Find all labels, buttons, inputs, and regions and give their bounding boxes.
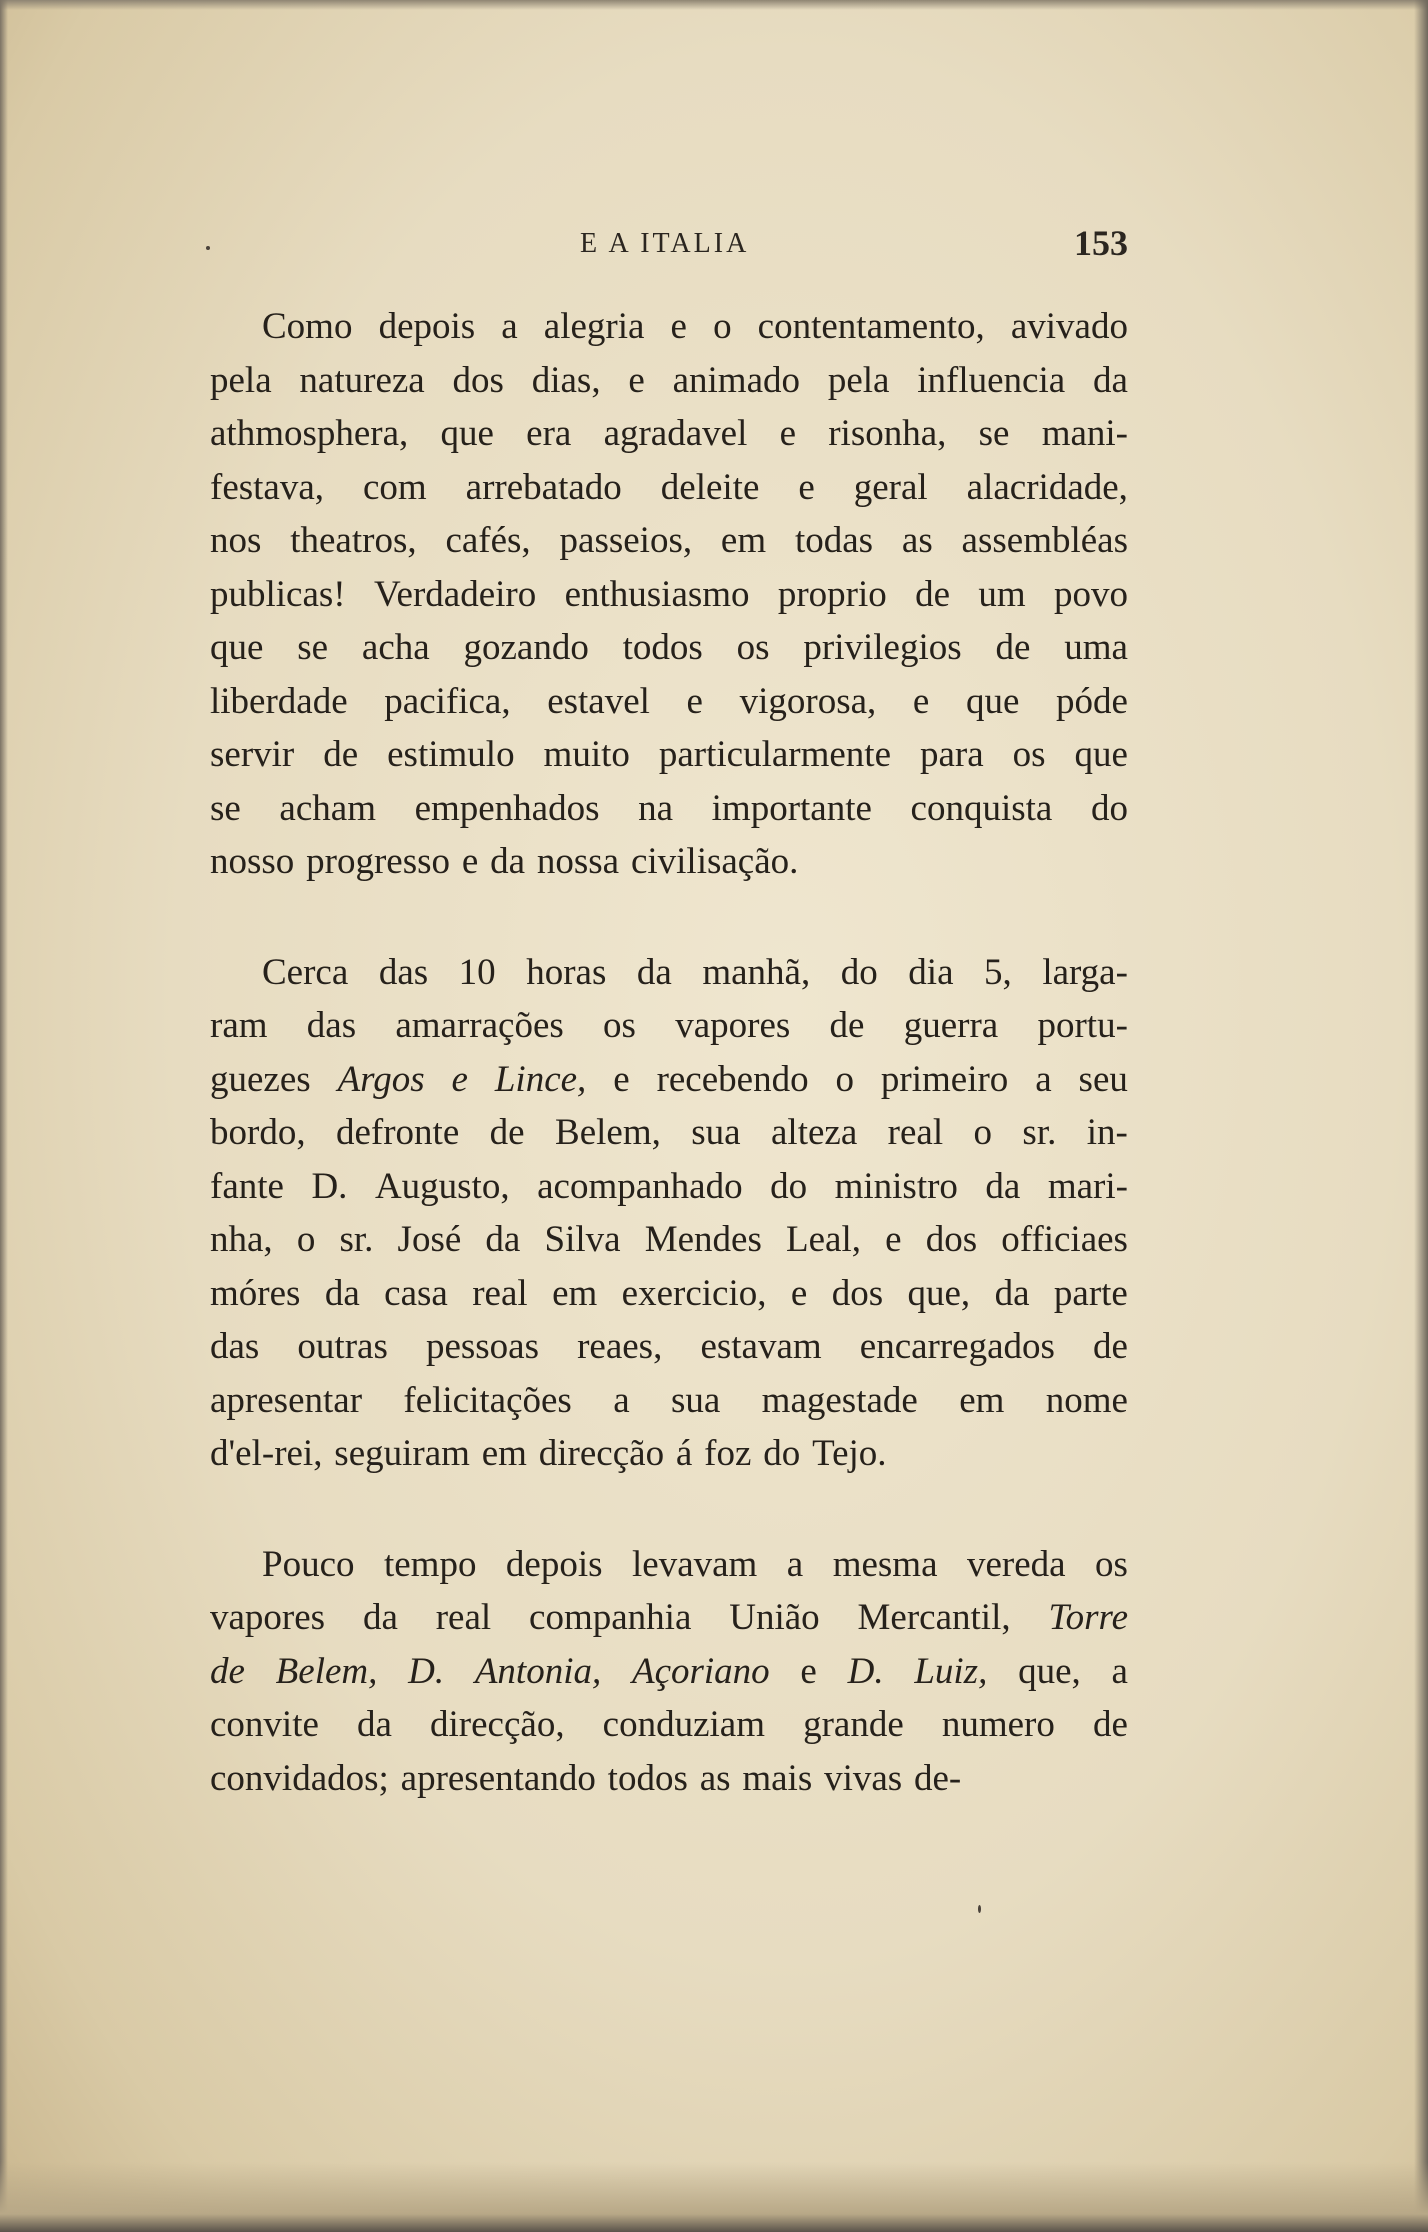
word: pela	[210, 359, 272, 401]
word: publicas!	[210, 573, 346, 615]
word: se	[210, 787, 241, 829]
word: da	[490, 841, 526, 882]
word: em	[481, 1433, 527, 1474]
word: vivas	[824, 1757, 903, 1799]
word: e	[800, 1650, 817, 1692]
word: dos	[452, 359, 504, 401]
word: uma	[1064, 627, 1128, 668]
word: de	[1093, 1326, 1128, 1367]
word: natureza	[299, 359, 425, 401]
text-line	[210, 835, 1128, 889]
word: Pouco	[262, 1543, 355, 1585]
word: em	[959, 1379, 1005, 1421]
word: tempo	[383, 1543, 477, 1585]
word: liberdade	[210, 680, 348, 722]
word: conquista	[910, 787, 1053, 829]
word: as	[699, 1757, 731, 1799]
text-line	[210, 1053, 1128, 1107]
word: de	[1092, 1704, 1128, 1745]
word: primeiro	[880, 1058, 1009, 1100]
word: o	[713, 306, 732, 347]
word: Luiz,	[914, 1650, 988, 1692]
text-line	[210, 354, 1128, 408]
word: avivado	[1010, 306, 1128, 347]
word: felicitações	[403, 1379, 572, 1421]
word: os	[603, 1005, 636, 1046]
word: 5,	[984, 951, 1012, 993]
word: do	[1090, 787, 1128, 829]
word: real	[472, 1272, 528, 1314]
word: D.	[408, 1650, 445, 1692]
word: Como	[262, 306, 353, 347]
word: casa	[384, 1272, 448, 1314]
word: das	[306, 1005, 357, 1046]
word: pacifica,	[384, 680, 511, 722]
word: e	[613, 1058, 630, 1100]
page-header	[210, 222, 1128, 266]
word: deleite	[660, 466, 760, 508]
word: real	[435, 1597, 492, 1638]
text-line	[210, 1160, 1128, 1214]
word: festava,	[210, 466, 325, 508]
word: da	[362, 1597, 398, 1638]
word: móres	[210, 1272, 301, 1314]
word: Verdadeiro	[373, 573, 537, 615]
word: sr.	[339, 1219, 374, 1260]
word: enthusiasmo	[564, 573, 750, 615]
word: em	[720, 520, 767, 561]
word: vapores	[210, 1597, 326, 1638]
word: companhia	[529, 1597, 692, 1638]
word: Mercantil,	[857, 1597, 1011, 1638]
word: e	[885, 1219, 902, 1260]
word: sr.	[1022, 1112, 1057, 1153]
word: que	[440, 413, 494, 454]
word: arrebatado	[465, 466, 622, 508]
word: reaes,	[577, 1326, 663, 1367]
text-line	[210, 1591, 1128, 1645]
word: 10	[458, 951, 496, 993]
word: a	[613, 1379, 630, 1421]
word: geral	[853, 466, 928, 508]
word: sua	[670, 1379, 721, 1421]
word: de	[210, 1650, 245, 1692]
text-line	[210, 999, 1128, 1053]
word: e	[779, 413, 797, 454]
word: progresso	[306, 841, 451, 882]
paragraph	[210, 946, 1128, 1481]
text-line	[210, 568, 1128, 622]
word: da	[636, 951, 672, 993]
word: do	[763, 1433, 801, 1474]
word: bordo,	[210, 1112, 306, 1153]
word: sua	[691, 1112, 741, 1153]
word: de	[489, 1112, 525, 1153]
word: era	[526, 413, 572, 454]
word: e	[912, 680, 930, 722]
word: mari-	[1047, 1165, 1128, 1207]
word: Argos	[337, 1058, 425, 1100]
body-text	[210, 300, 1128, 1862]
word: proprio	[777, 573, 887, 615]
word: seu	[1078, 1058, 1128, 1100]
word: para	[919, 734, 984, 775]
word: da	[994, 1272, 1030, 1314]
word: e	[790, 1272, 808, 1314]
word: os	[1095, 1543, 1128, 1585]
word: as	[901, 520, 933, 561]
word: á	[675, 1433, 693, 1474]
word: todas	[794, 520, 874, 561]
word: apresentando	[400, 1757, 596, 1799]
word: vigorosa,	[739, 680, 877, 722]
page-top-edge	[0, 0, 1428, 10]
word: in-	[1086, 1112, 1128, 1153]
word: fante	[210, 1165, 284, 1207]
word: manhã,	[702, 951, 811, 993]
word: e	[670, 306, 687, 347]
word: do	[770, 1165, 808, 1207]
word: influencia	[917, 359, 1066, 401]
page-right-edge	[1414, 0, 1428, 2232]
word: estavam	[700, 1326, 822, 1367]
page-number: 153	[1074, 223, 1128, 263]
word: da	[985, 1165, 1021, 1207]
word: dos	[925, 1219, 978, 1260]
word: direcção	[538, 1433, 665, 1474]
word: risonha,	[828, 413, 947, 454]
word: muito	[543, 734, 630, 775]
word: estimulo	[387, 734, 515, 775]
word: guerra	[903, 1005, 999, 1046]
word: pela	[827, 359, 890, 401]
word: servir	[210, 734, 295, 775]
word: vereda	[966, 1543, 1066, 1585]
word: o	[973, 1112, 993, 1153]
page-bottom-edge	[0, 2162, 1428, 2232]
word: Mendes	[644, 1219, 762, 1260]
word: mani-	[1041, 413, 1128, 454]
word: e	[686, 680, 703, 722]
word: se	[297, 627, 329, 668]
text-line	[210, 1213, 1128, 1267]
word: a	[501, 306, 518, 347]
word: assembléas	[961, 520, 1128, 561]
word: mais	[742, 1757, 813, 1799]
text-line	[210, 946, 1128, 1000]
word: acompanhado	[537, 1165, 743, 1207]
word: os	[736, 627, 770, 668]
word: portu-	[1037, 1005, 1128, 1046]
word: Torre	[1048, 1597, 1128, 1638]
word: grande	[803, 1704, 904, 1745]
word: de-	[914, 1757, 962, 1799]
text-line	[210, 1645, 1128, 1699]
text-line	[210, 1106, 1128, 1160]
word: um	[978, 573, 1026, 615]
paragraph	[210, 300, 1128, 889]
text-line	[210, 1320, 1128, 1374]
word: que	[1074, 734, 1128, 775]
word: depois	[378, 306, 476, 347]
word: guezes	[210, 1058, 311, 1100]
word: ministro	[834, 1165, 958, 1207]
text-line	[210, 407, 1128, 461]
word: os	[1012, 734, 1046, 775]
word: todos	[607, 1757, 688, 1799]
word: de	[829, 1005, 865, 1046]
word: Belem,	[275, 1650, 378, 1692]
word: particularmente	[658, 734, 892, 775]
word: amarrações	[395, 1005, 564, 1046]
word: de	[995, 627, 1031, 668]
word: e	[628, 359, 645, 401]
word: encarregados	[859, 1326, 1055, 1367]
word: horas	[526, 951, 607, 993]
paragraph	[210, 1538, 1128, 1806]
text-line	[210, 1374, 1128, 1428]
word: officiaes	[1001, 1219, 1128, 1260]
word: larga-	[1042, 951, 1128, 993]
text-line	[210, 675, 1128, 729]
word: parte	[1053, 1272, 1128, 1314]
word: seguiram	[334, 1433, 470, 1474]
word: da	[485, 1219, 521, 1260]
word: Antonia,	[474, 1650, 602, 1692]
word: ram	[210, 1005, 268, 1046]
word: a	[786, 1543, 804, 1585]
word: agradavel	[603, 413, 748, 454]
word: mesma	[832, 1543, 938, 1585]
word: cafés,	[445, 520, 531, 561]
word: nha,	[210, 1219, 273, 1260]
word: animado	[672, 359, 801, 401]
word: Cerca	[262, 951, 349, 993]
word: acham	[279, 787, 376, 829]
word: Silva	[544, 1219, 621, 1260]
text-line	[210, 514, 1128, 568]
word: passeios,	[559, 520, 693, 561]
word: com	[363, 466, 427, 508]
word: o	[296, 1219, 316, 1260]
word: civilisação.	[630, 841, 799, 882]
word: outras	[297, 1326, 388, 1367]
text-line	[210, 621, 1128, 675]
word: Belem,	[555, 1112, 661, 1153]
word: alteza	[771, 1112, 858, 1153]
word: levavam	[632, 1543, 758, 1585]
word: pessoas	[425, 1326, 539, 1367]
word: dias,	[531, 359, 601, 401]
word: conduziam	[602, 1704, 765, 1745]
word: e	[798, 466, 815, 508]
text-line	[210, 461, 1128, 515]
word: theatros,	[290, 520, 417, 561]
word: da	[1092, 359, 1128, 401]
word: Lince,	[494, 1058, 587, 1100]
text-line	[210, 728, 1128, 782]
word: nossa	[536, 841, 620, 882]
word: que,	[907, 1272, 971, 1314]
word: que	[210, 627, 264, 668]
word: se	[978, 413, 1010, 454]
word: dos	[831, 1272, 884, 1314]
word: exercicio,	[621, 1272, 767, 1314]
word: a	[1035, 1058, 1052, 1100]
word: em	[552, 1272, 598, 1314]
word: vapores	[675, 1005, 791, 1046]
word: privilegios	[803, 627, 962, 668]
ink-speck	[978, 1905, 981, 1913]
word: que	[965, 680, 1020, 722]
text-line	[210, 300, 1128, 354]
word: real	[887, 1112, 944, 1153]
text-line	[210, 1267, 1128, 1321]
word: Leal,	[786, 1219, 861, 1260]
word: acha	[361, 627, 430, 668]
text-line	[210, 782, 1128, 836]
word: recebendo	[656, 1058, 809, 1100]
word: convite	[210, 1704, 319, 1745]
word: foz	[704, 1433, 752, 1474]
word: alegria	[543, 306, 645, 347]
word: da	[324, 1272, 360, 1314]
word: magestade	[761, 1379, 918, 1421]
word: todos	[622, 627, 703, 668]
word: nosso	[210, 841, 295, 882]
word: nos	[210, 520, 262, 561]
word: D.	[311, 1165, 348, 1207]
word: Tejo.	[812, 1433, 887, 1474]
word: importante	[711, 787, 872, 829]
word: de	[323, 734, 359, 775]
word: empenhados	[414, 787, 600, 829]
word: do	[840, 951, 878, 993]
word: e	[461, 841, 479, 882]
word: nome	[1045, 1379, 1128, 1421]
word: athmosphera,	[210, 413, 409, 454]
word: d'el-rei,	[210, 1433, 323, 1474]
text-line	[210, 1698, 1128, 1752]
word: convidados;	[210, 1757, 389, 1799]
word: Açoriano	[631, 1650, 770, 1692]
word: de	[915, 573, 951, 615]
word: estavel	[547, 680, 650, 722]
text-line	[210, 1538, 1128, 1592]
word: depois	[505, 1543, 603, 1585]
word: póde	[1055, 680, 1128, 722]
word: da	[357, 1704, 392, 1745]
word: direcção,	[430, 1704, 565, 1745]
word: gozando	[463, 627, 589, 668]
running-title: E A ITALIA	[580, 228, 750, 259]
page-left-edge	[0, 0, 8, 2232]
word: na	[638, 787, 674, 829]
word: o	[835, 1058, 854, 1100]
word: alacridade,	[966, 466, 1128, 508]
word: das	[210, 1326, 260, 1367]
word: D.	[847, 1650, 884, 1692]
word: das	[378, 951, 429, 993]
word: contentamento,	[757, 306, 985, 347]
word: Augusto,	[374, 1165, 510, 1207]
word: apresentar	[210, 1379, 363, 1421]
word: povo	[1053, 573, 1128, 615]
word: União	[729, 1597, 820, 1638]
word: que,	[1018, 1650, 1081, 1692]
word: a	[1111, 1650, 1128, 1692]
text-line	[210, 1427, 1128, 1481]
word: defronte	[335, 1112, 460, 1153]
word: dia	[908, 951, 954, 993]
text-line	[210, 1752, 1128, 1806]
word: numero	[941, 1704, 1055, 1745]
word: José	[397, 1219, 462, 1260]
word: e	[451, 1058, 468, 1100]
